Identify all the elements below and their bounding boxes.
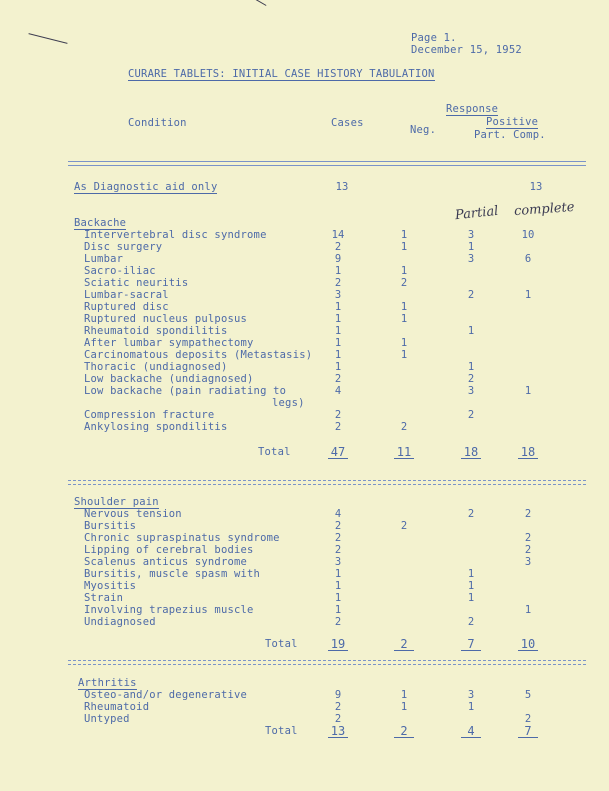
handwritten-complete: complete — [513, 199, 575, 220]
table-row-label: Scalenus anticus syndrome — [84, 556, 248, 568]
table-cell-cases: 2 — [334, 532, 342, 544]
total-cell-neg: 2 — [394, 638, 414, 651]
table-cell-comp: 10 — [521, 229, 535, 241]
table-cell-cases: 2 — [334, 520, 342, 532]
table-cell-part: 1 — [467, 568, 475, 580]
table-cell-cases: 4 — [334, 508, 342, 520]
table-cell-part: 2 — [467, 508, 475, 520]
table-cell-cases: 2 — [334, 277, 342, 289]
table-cell-cases: 1 — [334, 604, 342, 616]
table-cell-cases: 9 — [334, 253, 342, 265]
col-neg: Neg. — [410, 124, 437, 136]
table-row-label: Sacro-iliac — [84, 265, 156, 277]
total-cell-neg: 11 — [394, 446, 414, 459]
table-cell-cases: 1 — [334, 301, 342, 313]
section-heading-arthritis: Arthritis — [78, 677, 137, 689]
table-row-label: Ruptured disc — [84, 301, 169, 313]
header-divider — [68, 161, 586, 162]
section-divider — [68, 480, 586, 481]
table-cell-part: 1 — [467, 361, 475, 373]
col-positive: Positive — [486, 116, 539, 128]
table-cell-cases: 2 — [334, 373, 342, 385]
table-cell-cases: 3 — [334, 556, 342, 568]
table-cell-cases: 1 — [334, 265, 342, 277]
table-cell-cases: 2 — [334, 701, 342, 713]
table-cell-part: 1 — [467, 701, 475, 713]
diagnostic-cases: 13 — [335, 181, 349, 193]
total-cell-cases: 19 — [328, 638, 348, 651]
table-row-label: Sciatic neuritis — [84, 277, 189, 289]
table-cell-part: 1 — [467, 241, 475, 253]
table-cell-part: 3 — [467, 385, 475, 397]
section-divider — [68, 484, 586, 485]
table-row-label: Osteo-and/or degenerative — [84, 689, 248, 701]
table-row-label: Myositis — [84, 580, 137, 592]
diagnostic-label: As Diagnostic aid only — [74, 181, 218, 193]
section-divider — [68, 664, 586, 665]
section-divider — [68, 660, 586, 661]
table-cell-neg: 1 — [400, 349, 408, 361]
table-cell-neg: 1 — [400, 229, 408, 241]
total-cell-cases: 13 — [328, 725, 348, 738]
total-label: Total — [265, 725, 298, 737]
table-row-label: Intervertebral disc syndrome — [84, 229, 267, 241]
table-cell-cases: 1 — [334, 337, 342, 349]
col-condition: Condition — [128, 117, 187, 129]
table-cell-part: 2 — [467, 289, 475, 301]
handwritten-partial: Partial — [454, 203, 500, 224]
page-number: Page 1. — [411, 32, 457, 44]
table-row-label: Bursitis, muscle spasm with — [84, 568, 261, 580]
table-row-label: legs) — [272, 397, 305, 409]
table-row-label: Lumbar-sacral — [84, 289, 169, 301]
table-cell-part: 1 — [467, 325, 475, 337]
table-row-label: Chronic supraspinatus syndrome — [84, 532, 280, 544]
table-row-label: Low backache (undiagnosed) — [84, 373, 254, 385]
table-cell-cases: 1 — [334, 325, 342, 337]
section-heading-shoulder: Shoulder pain — [74, 496, 159, 508]
total-cell-comp: 10 — [518, 638, 538, 651]
total-cell-comp: 7 — [518, 725, 538, 738]
col-part-comp: Part. Comp. — [474, 129, 546, 141]
table-cell-cases: 2 — [334, 544, 342, 556]
table-cell-comp: 2 — [524, 532, 532, 544]
document-title: CURARE TABLETS: INITIAL CASE HISTORY TABULATION — [128, 68, 435, 80]
total-cell-comp: 18 — [518, 446, 538, 459]
total-cell-part: 18 — [461, 446, 481, 459]
table-row-label: Lumbar — [84, 253, 124, 265]
table-cell-cases: 2 — [334, 421, 342, 433]
table-cell-comp: 2 — [524, 508, 532, 520]
total-label: Total — [258, 446, 291, 458]
total-cell-neg: 2 — [394, 725, 414, 738]
table-cell-part: 1 — [467, 592, 475, 604]
table-row-label: After lumbar sympathectomy — [84, 337, 254, 349]
table-cell-comp: 3 — [524, 556, 532, 568]
table-row-label: Carcinomatous deposits (Metastasis) — [84, 349, 313, 361]
table-row-label: Lipping of cerebral bodies — [84, 544, 254, 556]
table-cell-cases: 2 — [334, 241, 342, 253]
table-cell-cases: 14 — [331, 229, 345, 241]
total-label: Total — [265, 638, 298, 650]
table-cell-comp: 1 — [524, 385, 532, 397]
col-cases: Cases — [331, 117, 364, 129]
table-cell-cases: 1 — [334, 580, 342, 592]
table-row-label: Rheumatoid — [84, 701, 150, 713]
table-cell-cases: 1 — [334, 349, 342, 361]
col-response: Response — [446, 103, 499, 115]
table-cell-part: 3 — [467, 253, 475, 265]
table-cell-part: 2 — [467, 373, 475, 385]
table-cell-cases: 1 — [334, 313, 342, 325]
table-row-label: Nervous tension — [84, 508, 182, 520]
table-cell-part: 1 — [467, 580, 475, 592]
table-cell-neg: 2 — [400, 421, 408, 433]
table-row-label: Disc surgery — [84, 241, 163, 253]
table-cell-cases: 4 — [334, 385, 342, 397]
table-cell-comp: 1 — [524, 289, 532, 301]
table-cell-comp: 6 — [524, 253, 532, 265]
table-cell-part: 3 — [467, 689, 475, 701]
table-row-label: Ankylosing spondilitis — [84, 421, 228, 433]
table-cell-comp: 1 — [524, 604, 532, 616]
table-cell-neg: 1 — [400, 689, 408, 701]
section-heading-backache: Backache — [74, 217, 127, 229]
table-cell-part: 2 — [467, 616, 475, 628]
table-cell-part: 3 — [467, 229, 475, 241]
table-row-label: Bursitis — [84, 520, 137, 532]
table-cell-cases: 2 — [334, 616, 342, 628]
table-cell-cases: 1 — [334, 592, 342, 604]
table-cell-cases: 2 — [334, 409, 342, 421]
table-row-label: Rheumatoid spondilitis — [84, 325, 228, 337]
table-row-label: Low backache (pain radiating to — [84, 385, 287, 397]
table-cell-neg: 1 — [400, 313, 408, 325]
pen-mark — [256, 0, 267, 6]
header-divider — [68, 165, 586, 166]
table-cell-part: 2 — [467, 409, 475, 421]
table-cell-comp: 5 — [524, 689, 532, 701]
table-row-label: Undiagnosed — [84, 616, 156, 628]
table-cell-neg: 1 — [400, 337, 408, 349]
document-date: December 15, 1952 — [411, 44, 522, 56]
table-cell-comp: 2 — [524, 713, 532, 725]
table-row-label: Thoracic (undiagnosed) — [84, 361, 228, 373]
total-cell-part: 7 — [461, 638, 481, 651]
table-row-label: Involving trapezius muscle — [84, 604, 254, 616]
table-row-label: Strain — [84, 592, 124, 604]
table-cell-cases: 1 — [334, 568, 342, 580]
table-cell-cases: 1 — [334, 361, 342, 373]
pen-mark — [28, 33, 67, 44]
table-cell-cases: 2 — [334, 713, 342, 725]
table-cell-cases: 3 — [334, 289, 342, 301]
table-cell-comp: 2 — [524, 544, 532, 556]
table-row-label: Compression fracture — [84, 409, 215, 421]
table-cell-neg: 2 — [400, 520, 408, 532]
table-cell-neg: 1 — [400, 265, 408, 277]
table-cell-neg: 1 — [400, 241, 408, 253]
diagnostic-comp: 13 — [529, 181, 543, 193]
table-cell-neg: 1 — [400, 701, 408, 713]
table-row-label: Ruptured nucleus pulposus — [84, 313, 248, 325]
table-cell-neg: 2 — [400, 277, 408, 289]
total-cell-cases: 47 — [328, 446, 348, 459]
table-cell-neg: 1 — [400, 301, 408, 313]
table-row-label: Untyped — [84, 713, 130, 725]
table-cell-cases: 9 — [334, 689, 342, 701]
total-cell-part: 4 — [461, 725, 481, 738]
